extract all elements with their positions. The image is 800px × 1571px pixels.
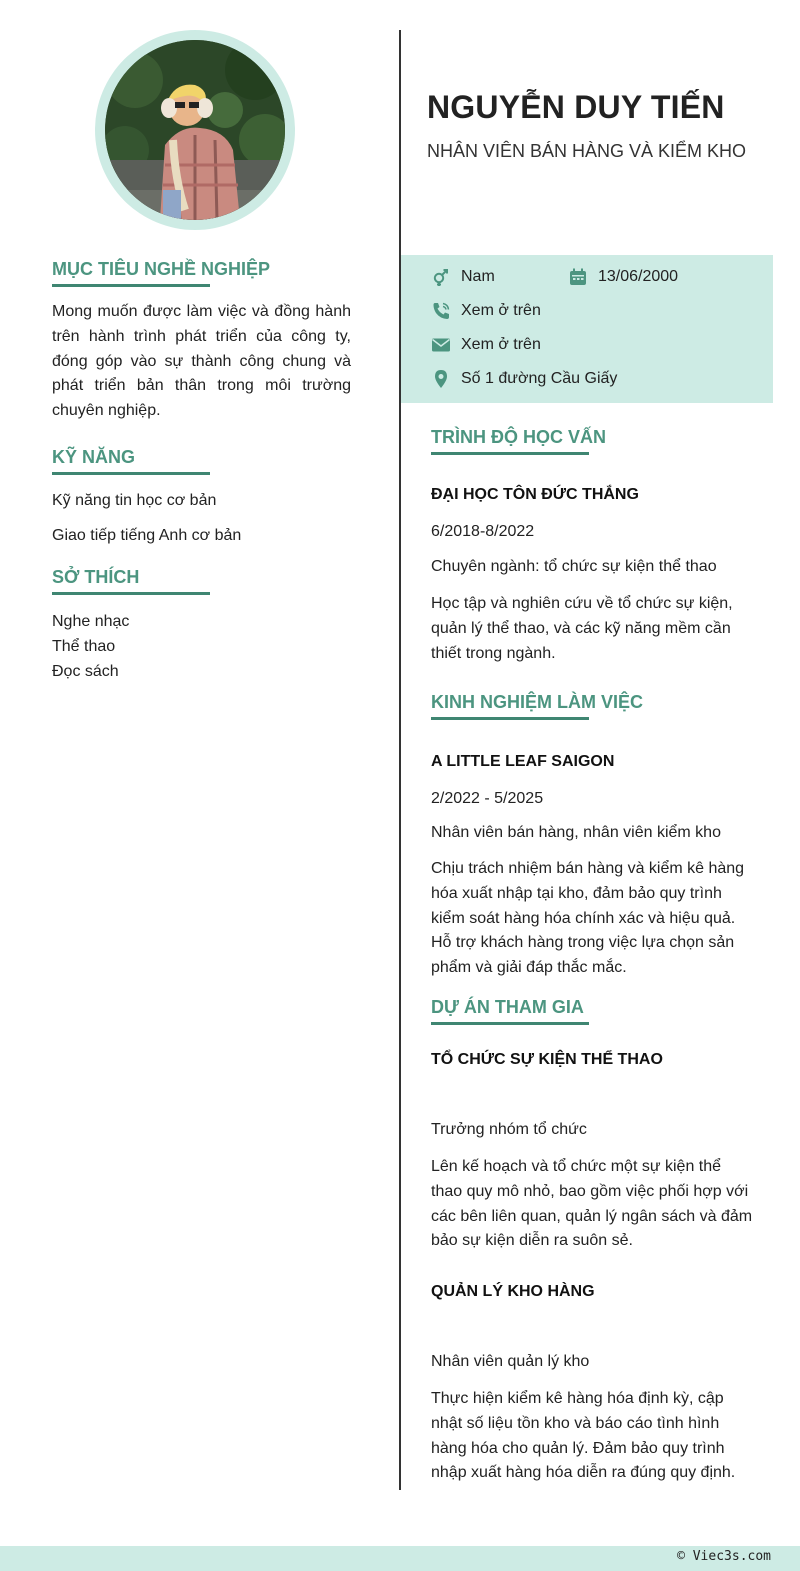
hobby-item: Nghe nhạc bbox=[52, 613, 130, 630]
experience-section-header bbox=[431, 692, 643, 720]
hobbies-list bbox=[52, 609, 129, 684]
location-icon bbox=[431, 369, 451, 389]
contact-email-value: Xem ở trên bbox=[461, 336, 541, 353]
avatar-photo bbox=[105, 40, 285, 220]
footer-bar bbox=[0, 1546, 800, 1571]
project-role: Trưởng nhóm tổ chức bbox=[431, 1121, 587, 1138]
projects-title: DỰ ÁN THAM GIA bbox=[431, 997, 584, 1017]
contact-birthday-value: 13/06/2000 bbox=[598, 268, 679, 285]
phone-icon bbox=[431, 301, 451, 321]
email-icon bbox=[431, 335, 451, 355]
project-description: Lên kế hoạch và tổ chức một sự kiện thể thao quy mô nhỏ, bao gồm việc phối hợp với các bên liên quan, quản lý ngân sách và đảm bảo sự kiện diễn ra suôn sẻ. bbox=[431, 1158, 753, 1250]
projects-title-underline bbox=[431, 1022, 589, 1025]
contact-gender bbox=[431, 267, 495, 287]
experience-period: 2/2022 - 5/2025 bbox=[431, 790, 544, 807]
education-school: ĐẠI HỌC TÔN ĐỨC THẮNG bbox=[431, 486, 639, 503]
hobbies-section-header bbox=[52, 567, 210, 595]
project-name: TỔ CHỨC SỰ KIỆN THỂ THAO bbox=[431, 1051, 663, 1068]
column-divider bbox=[399, 30, 401, 1490]
objective-section-header bbox=[52, 259, 270, 287]
hobby-item: Đọc sách bbox=[52, 663, 119, 680]
experience-title: KINH NGHIỆM LÀM VIỆC bbox=[431, 692, 644, 712]
job-title: NHÂN VIÊN BÁN HÀNG VÀ KIỂM KHO bbox=[427, 141, 747, 161]
avatar bbox=[105, 40, 285, 220]
education-period: 6/2018-8/2022 bbox=[431, 523, 535, 540]
hobbies-title: SỞ THÍCH bbox=[52, 567, 140, 587]
contact-gender-value: Nam bbox=[461, 268, 495, 285]
contact-info-box bbox=[401, 255, 773, 403]
skills-section-header bbox=[52, 447, 210, 475]
experience-company: A LITTLE LEAF SAIGON bbox=[431, 753, 615, 770]
education-description: Học tập và nghiên cứu về tổ chức sự kiện, quản lý thể thao, và các kỹ năng mềm cần thiết trong ngành. bbox=[431, 595, 733, 662]
hobbies-title-underline bbox=[52, 592, 210, 595]
projects-section-header bbox=[431, 997, 589, 1025]
contact-birthday bbox=[568, 267, 678, 287]
education-major: Chuyên ngành: tổ chức sự kiện thể thao bbox=[431, 558, 717, 575]
project-description: Thực hiện kiểm kê hàng hóa định kỳ, cập nhật số liệu tồn kho và báo cáo tình hình hàng hóa cho quản lý. Đảm bảo quy trình nhập xuất hàng hóa diễn ra đúng quy định. bbox=[431, 1390, 736, 1482]
skills-title-underline bbox=[52, 472, 210, 475]
contact-phone bbox=[431, 301, 541, 321]
calendar-icon bbox=[568, 267, 588, 287]
contact-phone-value: Xem ở trên bbox=[461, 302, 541, 319]
avatar-ring bbox=[95, 30, 295, 230]
objective-title: MỤC TIÊU NGHỀ NGHIỆP bbox=[52, 259, 271, 279]
skills-list bbox=[52, 489, 241, 559]
education-title: TRÌNH ĐỘ HỌC VẤN bbox=[431, 427, 606, 447]
project-role: Nhân viên quản lý kho bbox=[431, 1353, 590, 1370]
contact-address bbox=[431, 369, 617, 389]
skills-title: KỸ NĂNG bbox=[52, 447, 136, 467]
education-title-underline bbox=[431, 452, 589, 455]
project-name: QUẢN LÝ KHO HÀNG bbox=[431, 1283, 595, 1300]
skill-item: Kỹ năng tin học cơ bản bbox=[52, 492, 217, 509]
footer-copyright: © Viec3s.com bbox=[677, 1549, 771, 1564]
objective-title-underline bbox=[52, 284, 210, 287]
gender-icon bbox=[431, 267, 451, 287]
skill-item: Giao tiếp tiếng Anh cơ bản bbox=[52, 527, 242, 544]
experience-description: Chịu trách nhiệm bán hàng và kiểm kê hàng hóa xuất nhập tại kho, đảm bảo quy trình kiểm soát hàng hóa chính xác và hiệu quả. Hỗ trợ khách hàng trong việc lựa chọn sản phẩm và giải đáp thắc mắc. bbox=[431, 860, 745, 977]
contact-address-value: Số 1 đường Cầu Giấy bbox=[461, 370, 618, 387]
experience-title-underline bbox=[431, 717, 589, 720]
education-section-header bbox=[431, 427, 606, 455]
contact-email bbox=[431, 335, 541, 355]
candidate-name: NGUYỄN DUY TIẾN bbox=[427, 89, 725, 125]
hobby-item: Thể thao bbox=[52, 638, 116, 655]
objective-text: Mong muốn được làm việc và đồng hành trên hành trình phát triển của công ty, đóng góp vào sự thành công chung và phát triển bản thân trong môi trường chuyên nghiệp. bbox=[52, 303, 351, 420]
experience-position: Nhân viên bán hàng, nhân viên kiểm kho bbox=[431, 824, 721, 841]
